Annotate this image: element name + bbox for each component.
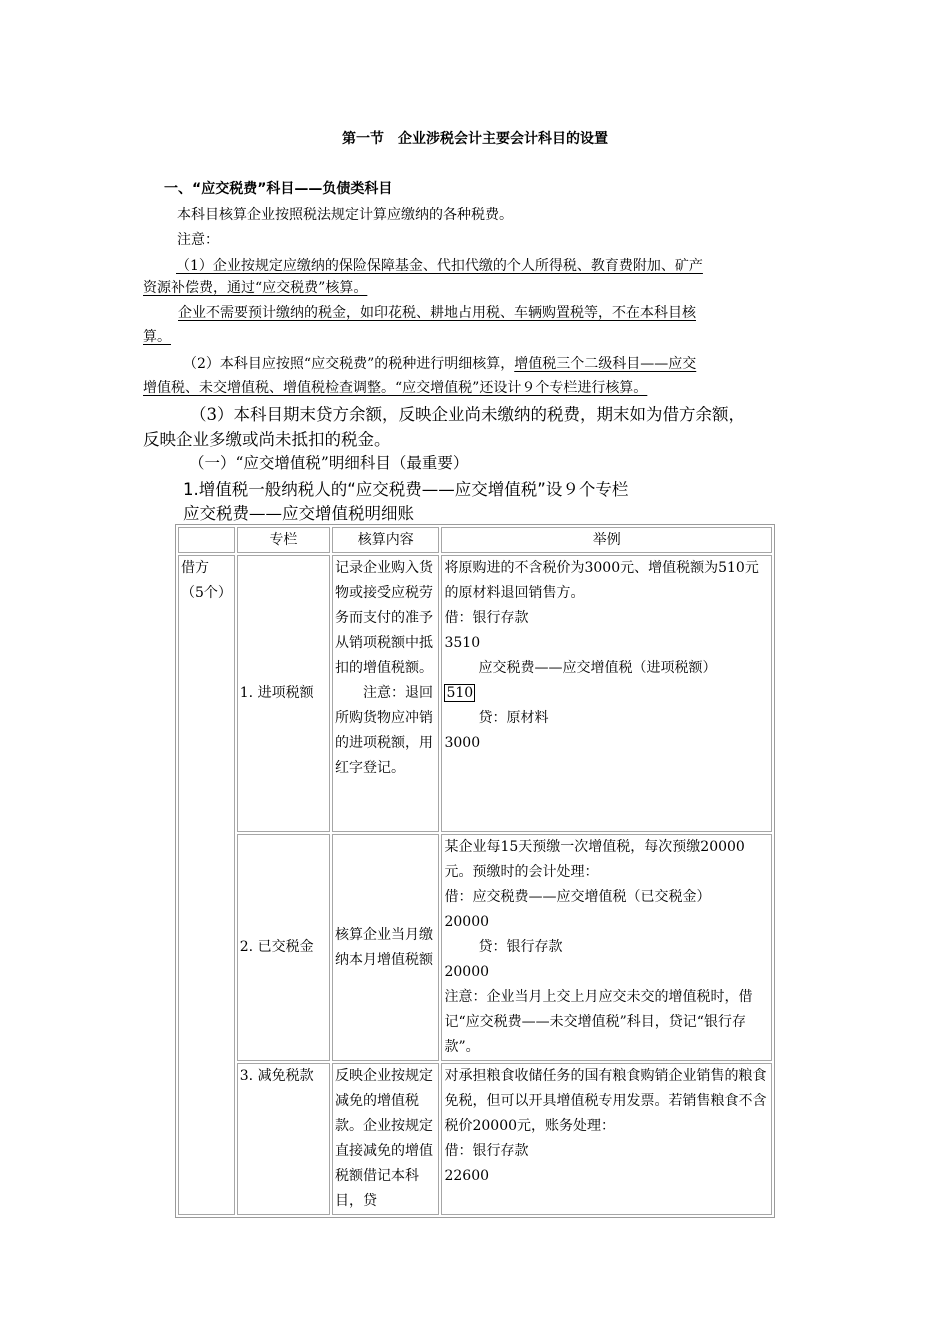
note2-line1 [183,353,696,373]
table-row [178,834,772,1061]
row1-content-cell [332,555,439,832]
note1-line2: 资源补偿费，通过“应交税费”核算。 [143,280,368,296]
row1-example-line: 3000 [444,735,481,751]
row1-example-line: 将原购进的不含税价为3000元、增值税额为510元的原材料退回销售方。 [444,560,759,601]
debit-group-cell: 借方（5个） [178,555,235,1215]
table-header-row [178,527,772,553]
row3-content-cell [332,1063,439,1215]
note-label: 注意： [177,232,219,248]
note2-line2: 增值税、未交增值税、增值税检查调整。“应交增值税”还设计９个专栏进行核算。 [143,380,648,396]
note1b-line1: 企业不需要预计缴纳的税金，如印花税、耕地占用税、车辆购置税等，不在本科目核 [178,305,696,321]
row1-example-line: 应交税费——应交增值税（进项税额） [478,660,717,676]
row1-example-amount-boxed: 510 [446,685,474,701]
row1-content-text: 记录企业购入货物或接受应税劳务而支付的准予从销项税额中抵扣的增值税额。 [335,560,434,676]
row2-example-line: 某企业每15天预缴一次增值税，每次预缴20000元。预缴时的会计处理： [444,839,745,880]
row3-example-line: 借：银行存款 [444,1143,529,1159]
header-cell-example: 举例 [441,527,772,553]
intro-paragraph: 本科目核算企业按照税法规定计算应缴纳的各种税费。 [177,207,513,223]
note3-line2: 反映企业多缴或尚未抵扣的税金。 [143,430,391,449]
row3-column-cell: 3. 减免税款 [237,1063,330,1215]
row3-content-text: 反映企业按规定减免的增值税款。企业按规定直接减免的增值税额借记本科目，贷 [335,1068,434,1209]
table-row [178,1063,772,1215]
row1-content-note: 注意：退回所购货物应冲销的进项税额，用红字登记。 [335,685,434,776]
note2-line1-underlined: 增值税三个二级科目——应交 [514,356,697,372]
row2-column-cell: 2. 已交税金 [237,834,330,1061]
row2-example-line: 20000 [444,914,490,930]
row1-example-line: 贷：原材料 [478,710,549,726]
note1b-line2: 算。 [143,329,171,345]
row1-example-line: 3510 [444,635,481,651]
row2-example-line: 20000 [444,964,490,980]
row1-example-cell [441,555,772,832]
row2-example-cell [441,834,772,1061]
header-cell-empty [178,527,235,553]
note1-line1: （1）企业按规定应缴纳的保险保障基金、代扣代缴的个人所得税、教育费附加、矿产 [176,258,703,274]
row2-example-line: 贷：银行存款 [478,939,563,955]
row3-example-block [444,1064,769,1214]
ledger-table [175,524,775,1218]
table-row [178,555,772,832]
row2-example-line: 借：应交税费——应交增值税（已交税金） [444,889,711,905]
page-title: 第一节 企业涉税会计主要会计科目的设置 [342,131,608,147]
row3-example-cell [441,1063,772,1215]
item1-text: 1.增值税一般纳税人的“应交税费——应交增值税”设９个专栏 [183,480,629,499]
note2-line1-plain: （2）本科目应按照“应交税费”的税种进行明细核算， [183,356,515,372]
header-cell-content: 核算内容 [332,527,439,553]
row1-example-line: 借：银行存款 [444,610,529,626]
row3-example-line: 22600 [444,1168,490,1184]
note3-line1: （3）本科目期末贷方余额，反映企业尚未缴纳的税费，期末如为借方余额， [190,405,745,424]
row1-column-cell: 1. 进项税额 [237,555,330,832]
sub-heading: （一）“应交增值税”明细科目（最重要） [189,454,469,472]
row2-example-line: 注意：企业当月上交上月应交未交的增值税时，借记“应交税费——未交增值税”科目，贷记“银行存款”。 [444,989,753,1055]
row3-example-line: 对承担粮食收储任务的国有粮食购销企业销售的粮食免税，但可以开具增值税专用发票。若销售粮食不含税价20000元，账务处理： [444,1068,767,1134]
header-cell-column: 专栏 [237,527,330,553]
section-heading: 一、“应交税费”科目——负债类科目 [164,181,393,197]
ledger-title: 应交税费——应交增值税明细账 [183,504,414,523]
row2-content-cell: 核算企业当月缴纳本月增值税额 [332,834,439,1061]
